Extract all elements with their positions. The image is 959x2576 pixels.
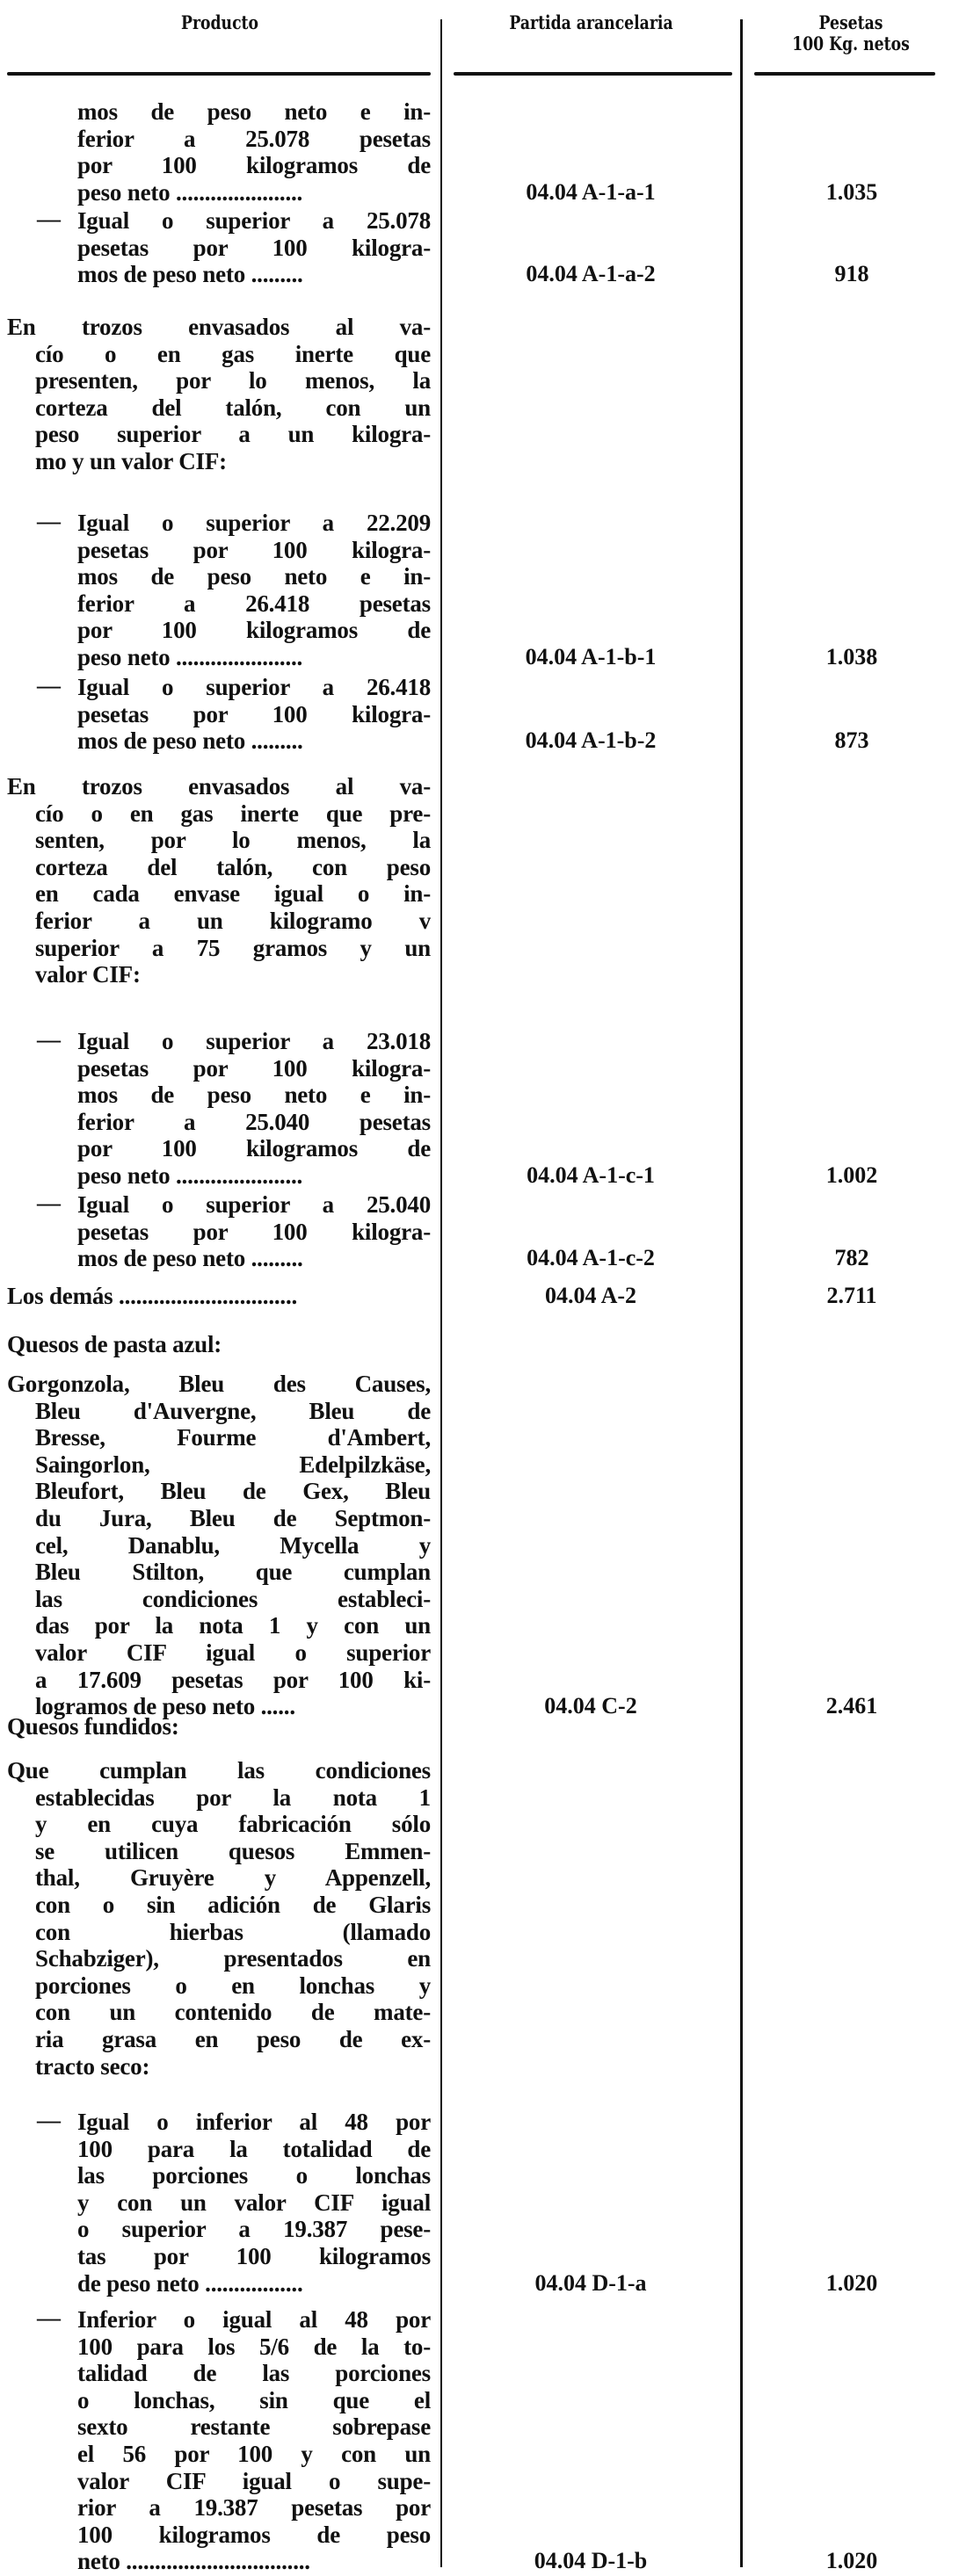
product-text-line: mos de peso neto e in- <box>77 1082 431 1109</box>
product-text-line: con un contenido de mate- <box>35 1999 431 2026</box>
pesetas-value: 1.020 <box>825 2269 878 2296</box>
product-text-line: Igual o superior a 23.018 <box>77 1028 431 1054</box>
dash-bullet: — <box>37 672 61 698</box>
product-text-line: pesetas por 100 kilogra- <box>77 234 431 261</box>
product-text-line: Bleu d'Auvergne, Bleu de <box>35 1397 431 1424</box>
product-text-line: Igual o superior a 25.078 <box>77 207 431 234</box>
dash-bullet: — <box>37 2305 61 2331</box>
pesetas-value: 1.020 <box>825 2548 878 2574</box>
partida-arancelaria: 04.04 A-1-b-1 <box>525 644 657 669</box>
partida-arancelaria: 04.04 A-2 <box>545 1283 636 1308</box>
product-text-line: superior a 75 gramos y un <box>35 934 431 961</box>
product-text-line: Igual o inferior al 48 por <box>77 2109 431 2135</box>
product-text-line: cel, Danablu, Mycella y <box>35 1531 431 1559</box>
header-rule-pesetas <box>754 72 935 76</box>
dash-bullet: — <box>37 206 61 232</box>
product-text-line: o lonchas, sin que el <box>77 2386 431 2413</box>
partida-arancelaria: 04.04 A-1-c-2 <box>527 1245 655 1271</box>
product-text-line: Quesos de pasta azul: <box>7 1331 222 1357</box>
product-text-line: porciones o en lonchas y <box>35 1972 431 1999</box>
product-text-line: ferior a 26.418 pesetas <box>77 590 431 617</box>
product-text-line: Igual o superior a 26.418 <box>77 674 431 700</box>
product-text-line: ferior a 25.040 pesetas <box>77 1108 431 1135</box>
product-text-line: ferior a 25.078 pesetas <box>77 125 431 152</box>
dash-bullet: — <box>37 1026 61 1053</box>
partida-arancelaria: 04.04 D-1-b <box>534 2548 648 2574</box>
product-text-line: a 17.609 pesetas por 100 ki- <box>35 1666 431 1693</box>
column-divider-1 <box>440 19 442 2567</box>
product-text-line: y con un valor CIF igual <box>77 2189 431 2216</box>
product-text-line: de peso neto ................. <box>77 2269 303 2297</box>
product-text-line: valor CIF igual o supe- <box>77 2467 431 2494</box>
partida-arancelaria: 04.04 D-1-a <box>534 2269 647 2296</box>
product-text-line: En trozos envasados al va- <box>7 773 431 800</box>
product-text-line: Igual o superior a 22.209 <box>77 510 431 536</box>
header-pesetas <box>765 12 938 54</box>
product-text-line: pesetas por 100 kilogra- <box>77 700 431 727</box>
product-text-line: mo y un valor CIF: <box>35 448 227 474</box>
product-text-line: 100 para la totalidad de <box>77 2135 431 2162</box>
pesetas-value: 1.002 <box>825 1162 878 1188</box>
product-text-line: 100 para los 5/6 de la to- <box>77 2333 431 2360</box>
product-text-line: sexto restante sobrepase <box>77 2413 431 2441</box>
product-text-line: logramos de peso neto ...... <box>35 1693 295 1720</box>
product-text-line: mos de peso neto e in- <box>77 98 431 125</box>
partida-arancelaria: 04.04 A-1-a-1 <box>526 178 656 205</box>
product-text-line: ria grasa en peso de ex- <box>35 2026 431 2052</box>
product-text-line: por 100 kilogramos de <box>77 152 431 179</box>
column-divider-2 <box>740 19 743 2567</box>
product-text-line: corteza del talón, con un <box>35 394 431 421</box>
dash-bullet: — <box>37 1190 61 1216</box>
pesetas-value: 782 <box>834 1245 869 1271</box>
pesetas-value: 873 <box>834 727 869 754</box>
product-text-line: por 100 kilogramos de <box>77 1135 431 1162</box>
product-text-line: presenten, por lo menos, la <box>35 367 431 394</box>
product-text-line: Schabziger), presentados en <box>35 1945 431 1972</box>
product-text-line: peso neto ...................... <box>77 1162 303 1189</box>
partida-arancelaria: 04.04 A-1-b-2 <box>525 727 657 754</box>
product-text-line: y en cuya fabricación sólo <box>35 1811 431 1838</box>
product-text-line: ferior a un kilogramo v <box>35 908 431 934</box>
pesetas-value: 1.038 <box>825 644 878 669</box>
product-text-line: peso neto ...................... <box>77 178 303 206</box>
product-text-line: neto ................................ <box>77 2548 310 2575</box>
header-producto: Producto <box>181 11 258 33</box>
product-text-line: Los demás ............................... <box>7 1283 298 1309</box>
product-text-line: mos de peso neto ......... <box>77 261 303 288</box>
product-text-line: Inferior o igual al 48 por <box>77 2306 431 2333</box>
product-text-line: valor CIF: <box>35 961 141 988</box>
product-text-line: tracto seco: <box>35 2052 150 2080</box>
product-text-line: mos de peso neto e in- <box>77 563 431 590</box>
product-text-line: las porciones o lonchas <box>77 2162 431 2189</box>
product-text-line: pesetas por 100 kilogra- <box>77 536 431 563</box>
header-partida-arancelaria: Partida arancelaria <box>509 11 673 33</box>
product-text-line: pesetas por 100 kilogra- <box>77 1218 431 1245</box>
product-text-line: das por la nota 1 y con un <box>35 1612 431 1639</box>
product-text-line: Bleu Stilton, que cumplan <box>35 1559 431 1586</box>
partida-arancelaria: 04.04 C-2 <box>544 1693 637 1719</box>
product-text-line: rior a 19.387 pesetas por <box>77 2494 431 2522</box>
header-pesetas-line1: Pesetas <box>818 11 883 33</box>
product-text-line: En trozos envasados al va- <box>7 314 431 340</box>
header-rule-producto <box>7 72 431 76</box>
partida-arancelaria: 04.04 A-1-a-2 <box>526 261 656 287</box>
product-text-line: Bresse, Fourme d'Ambert, <box>35 1424 431 1451</box>
product-text-line: cío o en gas inerte que <box>35 340 431 367</box>
product-text-line: Saingorlon, Edelpilzkäse, <box>35 1451 431 1478</box>
pesetas-value: 2.461 <box>825 1693 878 1719</box>
pesetas-value: 918 <box>834 261 869 287</box>
product-text-line: thal, Gruyère y Appenzell, <box>35 1864 431 1892</box>
product-text-line: Bleufort, Bleu de Gex, Bleu <box>35 1478 431 1505</box>
product-text-line: Quesos fundidos: <box>7 1713 179 1740</box>
partida-arancelaria: 04.04 A-1-c-1 <box>527 1162 655 1188</box>
product-text-line: en cada envase igual o in- <box>35 880 431 908</box>
product-text-line: tas por 100 kilogramos <box>77 2243 431 2269</box>
product-text-line: mos de peso neto ......... <box>77 1245 303 1272</box>
product-text-line: mos de peso neto ......... <box>77 727 303 755</box>
header-rule-partida <box>454 72 732 76</box>
product-text-line: con hierbas (llamado <box>35 1918 431 1945</box>
product-text-line: du Jura, Bleu de Septmon- <box>35 1505 431 1531</box>
product-text-line: corteza del talón, con peso <box>35 853 431 880</box>
product-text-line: peso neto ...................... <box>77 644 303 670</box>
product-text-line: las condiciones estableci- <box>35 1585 431 1612</box>
product-text-line: 100 kilogramos de peso <box>77 2521 431 2548</box>
product-text-line: se utilicen quesos Emmen- <box>35 1837 431 1864</box>
pesetas-value: 2.711 <box>826 1283 877 1308</box>
product-text-line: senten, por lo menos, la <box>35 827 431 854</box>
pesetas-value: 1.035 <box>825 178 878 205</box>
product-text-line: Igual o superior a 25.040 <box>77 1191 431 1218</box>
product-text-line: pesetas por 100 kilogra- <box>77 1054 431 1082</box>
dash-bullet: — <box>37 2107 61 2133</box>
product-text-line: Gorgonzola, Bleu des Causes, <box>7 1371 431 1397</box>
product-text-line: cío o en gas inerte que pre- <box>35 800 431 827</box>
product-text-line: establecidas por la nota 1 <box>35 1784 431 1811</box>
product-text-line: con o sin adición de Glaris <box>35 1892 431 1918</box>
product-text-line: o superior a 19.387 pese- <box>77 2216 431 2243</box>
product-text-line: valor CIF igual o superior <box>35 1639 431 1666</box>
product-text-line: talidad de las porciones <box>77 2360 431 2387</box>
dash-bullet: — <box>37 508 61 534</box>
header-pesetas-line2: 100 Kg. netos <box>792 33 910 54</box>
product-text-line: Que cumplan las condiciones <box>7 1757 431 1784</box>
product-text-line: por 100 kilogramos de <box>77 617 431 644</box>
product-text-line: peso superior a un kilogra- <box>35 421 431 448</box>
product-text-line: el 56 por 100 y con un <box>77 2441 431 2467</box>
